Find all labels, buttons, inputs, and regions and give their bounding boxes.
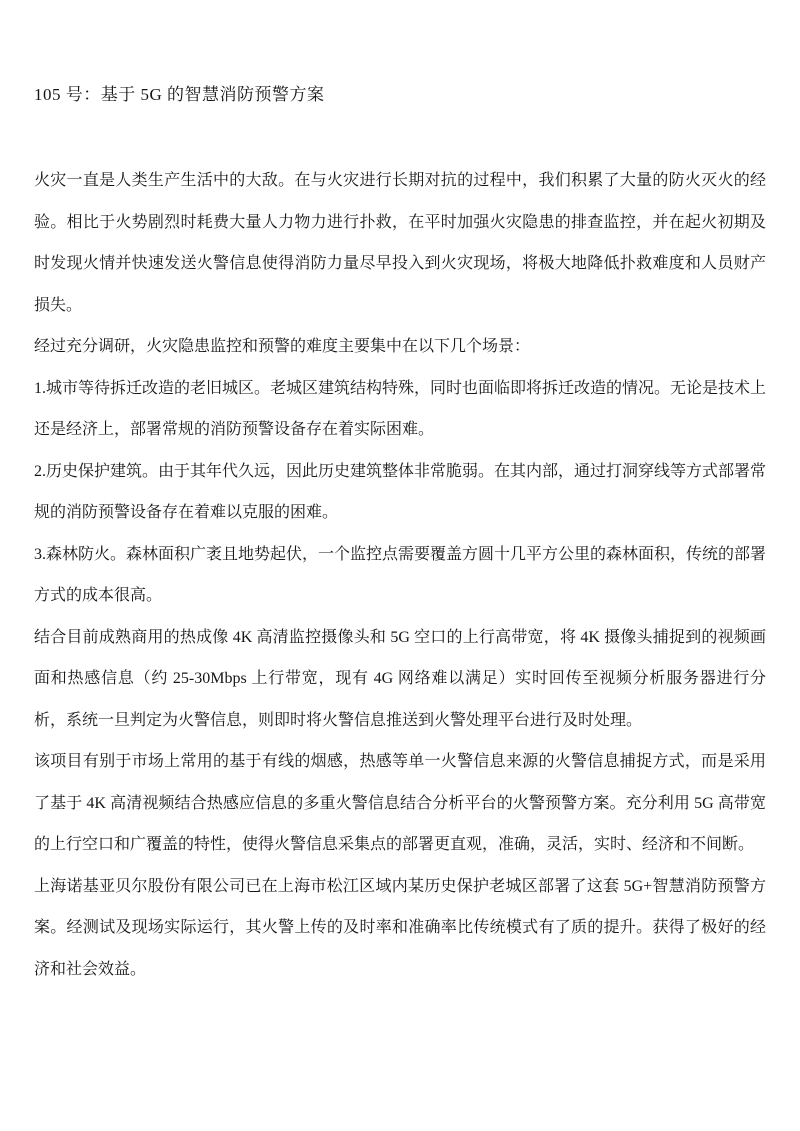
paragraph-deployment-result: 上海诺基亚贝尔股份有限公司已在上海市松江区域内某历史保护老城区部署了这套 5G+智慧消防预警方案。经测试及现场实际运行，其火警上传的及时率和准确率比传统模式有了质的提升。获得了极好的经济和社会效益。 xyxy=(34,877,766,978)
paragraph-scenarios-lead: 经过充分调研，火灾隐患监控和预警的难度主要集中在以下几个场景： xyxy=(34,338,531,355)
paragraph-differentiation: 该项目有别于市场上常用的基于有线的烟感，热感等单一火警信息来源的火警信息捕捉方式，而是采用了基于 4K 高清视频结合热感应信息的多重火警信息结合分析平台的火警预警方案。充分利用 5G 高带宽的上行空口和广覆盖的特性，使得火警信息采集点的部署更直观，准确，灵活，实时、经济和不间断。 xyxy=(34,753,766,853)
document-body xyxy=(34,160,766,990)
paragraph-scenario-3: 3.森林防火。森林面积广袤且地势起伏，一个监控点需要覆盖方圆十几平方公里的森林面积，传统的部署方式的成本很高。 xyxy=(34,545,767,604)
paragraph-scenario-1: 1.城市等待拆迁改造的老旧城区。老城区建筑结构特殊，同时也面临即将拆迁改造的情况。无论是技术上还是经济上，部署常规的消防预警设备存在着实际困难。 xyxy=(34,379,767,438)
paragraph-scenario-2: 2.历史保护建筑。由于其年代久远，因此历史建筑整体非常脆弱。在其内部，通过打洞穿线等方式部署常规的消防预警设备存在着难以克服的困难。 xyxy=(34,462,767,521)
document-title: 105 号：基于 5G 的智慧消防预警方案 xyxy=(34,85,325,104)
paragraph-intro: 火灾一直是人类生产生活中的大敌。在与火灾进行长期对抗的过程中，我们积累了大量的防火灭火的经验。相比于火势剧烈时耗费大量人力物力进行扑救，在平时加强火灾隐患的排查监控，并在起火初期及时发现火情并快速发送火警信息使得消防力量尽早投入到火灾现场，将极大地降低扑救难度和人员财产损失。 xyxy=(34,172,766,314)
paragraph-solution: 结合目前成熟商用的热成像 4K 高清监控摄像头和 5G 空口的上行高带宽，将 4K 摄像头捕捉到的视频画面和热感信息（约 25-30Mbps 上行带宽，现有 4G 网络难以满足）实时回传至视频分析服务器进行分析，系统一旦判定为火警信息，则即时将火警信息推送到火警处理平台进行及时处理。 xyxy=(34,628,766,729)
